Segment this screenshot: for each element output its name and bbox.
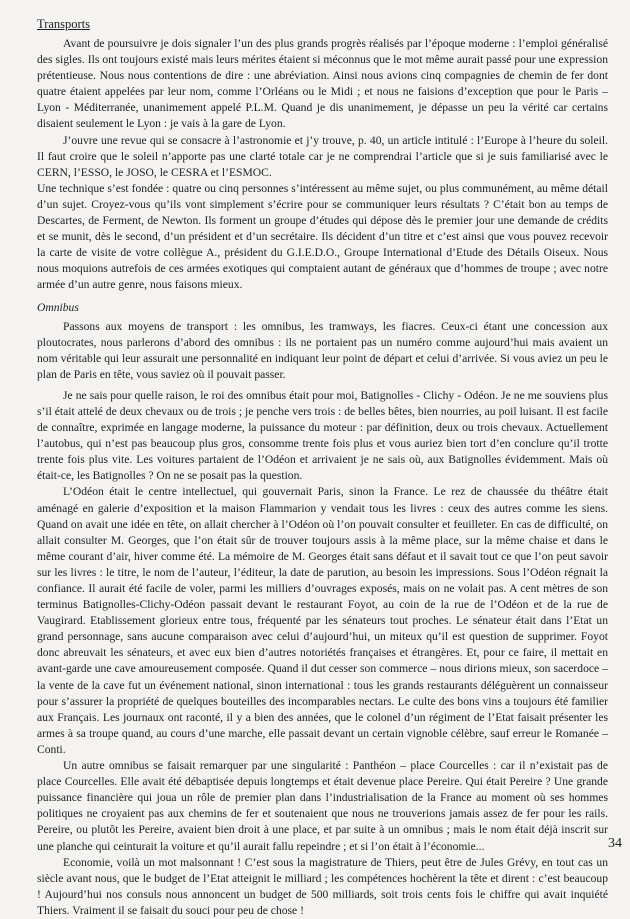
paragraph-astronomie: J’ouvre une revue qui se consacre à l’astronomie et j’y trouve, p. 40, un article intitulé : l’Europe à l’heure du soleil. Il faut croire que le soleil n’apporte pas une clarté totale car je ne comprendrai l’article que si je suis familiarisé avec le CERN, l’ESSO, le JOSO, le CESRA et l’ESMOC. bbox=[37, 133, 608, 179]
paragraph-sigles: Avant de poursuivre je dois signaler l’un des plus grands progrès réalisés par l’époque moderne : l’emploi généralisé des sigles. Ils ont toujours existé mais leurs mérites étaient si méconnus que le mot même aurait passé pour une expression prétentieuse. Nous nous contentions de dire : une abréviation. Ainsi nous avions cinq compagnies de chemin de fer dont quatre étaient appelées par leur nom, comme l’Orléans ou le Midi ; et nous ne faisions d’exception que pour le Paris – Lyon - Méditerranée, unanimement appelé P.L.M. Quand je dis unanimement, je dépasse un peu la vérité car certains disaient seulement le Lyon : je vais à la gare de Lyon. bbox=[37, 37, 608, 131]
paragraph-roi-omnibus: Je ne sais pour quelle raison, le roi des omnibus était pour moi, Batignolles - Clichy - Odéon. Je ne me souviens plus s’il était attelé de deux chevaux ou de trois ; je penche vers trois : de belles bêtes, bien nourries, au poil luisant. Il est facile de connaître, exprimée en langage moderne, la puissance du moteur : par définition, deux ou trois chevaux. Actuellement l’autobus, qui n’est pas beaucoup plus gros, consomme trente fois plus et vous auriez bien tort d’en conclure qu’il trotte trente fois plus vite. Les voitures partaient de l’Odéon et arrivaient je ne sais où, aux Batignolles évidemment. Mais où était-ce, les Batignolles ? On ne se posait pas la question. bbox=[37, 388, 608, 483]
subsection-title: Omnibus bbox=[37, 300, 79, 314]
paragraph-pantheon-courcelles: Un autre omnibus se faisait remarquer par une singularité : Panthéon – place Courcelles : car il n’existait pas de place Courcelles. Elle avait été débaptisée depuis longtemps et était devenue place Pereire. Qui était Pereire ? Une grande puissance financière qui joua un rôle de premier plan dans l’industrialisation de la France au moment où ses hommes politiques ne croyaient pas aux chemins de fer et soutenaient que nous ne trouverions jamais assez de fer pour les rails. Pereire, ou plutôt les Pereire, avaient bien droit à une place, et par suite à un omnibus ; mais le nom était déjà inscrit sur une planche qui ceinturait la voiture et qu’il aurait fallu repeindre ; et si l’on était à l’économie... bbox=[37, 759, 608, 853]
paragraph-technique: Une technique s’est fondée : quatre ou cinq personnes s’intéressent au même sujet, ou plus communément, au même détail d’un sujet. Croyez-vous qu’ils vont simplement s’écrire pour se communiquer leurs résultats ? C’était bon au temps de Descartes, de Ferment, de Newton. Ils forment un groupe d’études qui dépose dès le premier jour une demande de crédits et se munit, dès le second, d’un président et d’un secrétaire. Ils décident d’un titre et c’est ainsi que vous pouvez recevoir la carte de visite de votre collègue A., président du G.I.E.D.O., Groupe International d’Etude des Détails Oiseux. Nous nous moquions autrefois de ces armées exotiques qui comptaient autant de généraux que d’hommes de troupe ; avec notre armée d’un autre genre, nous faisons mieux. bbox=[37, 181, 608, 292]
paragraph-moyens-transport: Passons aux moyens de transport : les omnibus, les tramways, les fiacres. Ceux-ci étant une concession aux ploutocrates, nous parlerons d’abord des omnibus : ils ne portaient pas un numéro comme aujourd’hui mais avaient un nom véritable qui leur assurait une personnalité en indiquant leur point de départ et celui d’arrivée. Si vous aviez un peu le plan de Paris en tête, vous saviez où il pouvait passer. bbox=[37, 319, 608, 381]
document-body bbox=[37, 16, 608, 919]
section-title: Transports bbox=[37, 17, 91, 31]
paragraph-odeon: L’Odéon était le centre intellectuel, qui gouvernait Paris, sinon la France. Le rez de chaussée du théâtre était aménagé en galerie d’exposition et la maison Flammarion y vendait tous les livres : ceux des autres comme les siens. Quand on avait une idée en tête, on allait chercher à l’Odéon où l’on pouvait consulter et feuilleter. En cas de difficulté, on allait consulter M. Georges, que l’on était sûr de trouver toujours assis à la même place, sur la même chaise et dans le même courant d’air, hiver comme été. La mémoire de M. Georges était sans défaut et il savait tout ce que l’on peut savoir sur les livres : le titre, le nom de l’auteur, l’éditeur, la date de parution, au besoin les impressions. Sous l’Odéon régnait la confiance. Il aurait été facile de voler, parmi les milliers d’ouvrages exposés, mais on ne volait pas. A cent mètres de son terminus Batignolles-Clichy-Odéon passait devant le restaurant Foyot, au coin de la rue de l’Odéon et de la rue de Vaugirard. Etablissement glorieux entre tous, fréquenté par les sénateurs tout proches. Le sénateur était dans l’Etat un grand personnage, sans aucune comparaison avec celui d’aujourd’hui, un miteux qu’il est question de supprimer. Foyot donc abreuvait les sénateurs, et avec eux bien d’autres notoriétés françaises et étrangères. Et, pour ce faire, il mettait en avant-garde une cave amoureusement composée. Quand il dut cesser son commerce – nous dirions mieux, son sacerdoce – la vente de la cave fut un événement national, sinon international : tous les grands restaurants déléguèrent un connaisseur pour s’assurer la propriété de quelques bouteilles des incomparables nectars. Le culte des bons vins a toujours été familier aux Français. Les journaux ont raconté, il y a bien des années, que le colonel d’un régiment de l’Etat faisait présenter les armes à sa troupe quand, au cours d’une marche, elle passait devant un certain vignoble célèbre, sauf erreur le Romanée – Conti. bbox=[37, 485, 608, 756]
paragraph-economie: Economie, voilà un mot malsonnant ! C’est sous la magistrature de Thiers, peut être de Jules Grévy, en tout cas un siècle avant nous, que le budget de l’Etat atteignit le milliard ; les compétences hochèrent la tête et dirent : c’est beaucoup ! Aujourd’hui nos consuls nous annoncent un budget de 500 milliards, soit trois cents fois le chiffre qui avait inquiété Thiers. Vraiment il se faisait du souci pour peu de chose ! bbox=[37, 855, 608, 917]
page-number: 34 bbox=[608, 836, 622, 851]
